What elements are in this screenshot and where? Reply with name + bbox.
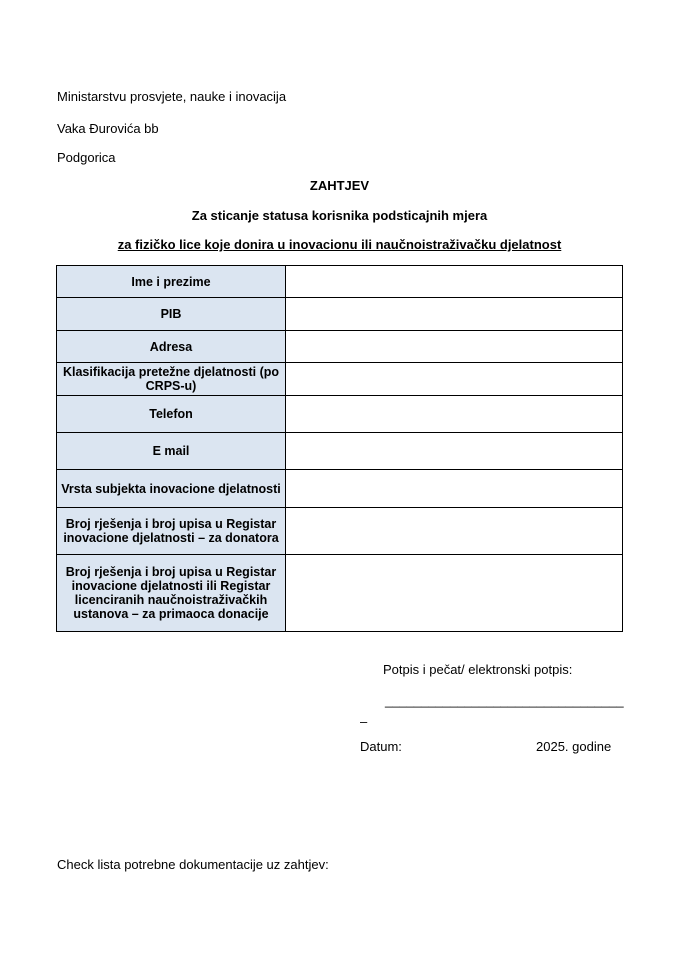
form-label: Klasifikacija pretežne djelatnosti (po CRPS-u) [57, 363, 286, 396]
form-label: PIB [57, 298, 286, 331]
name-field[interactable] [286, 266, 623, 298]
form-label: Adresa [57, 331, 286, 363]
signature-dash: – [360, 714, 368, 729]
document-title: ZAHTJEV [309, 178, 370, 193]
date-year: 2025. godine [536, 739, 612, 754]
recipient-street: Vaka Đurovića bb [57, 121, 159, 136]
form-row-address [57, 331, 623, 363]
recipient-registry-field[interactable] [286, 555, 623, 632]
signature-label: Potpis i pečat/ elektronski potpis: [383, 662, 573, 677]
request-form-table [56, 265, 623, 632]
recipient-city: Podgorica [57, 150, 116, 165]
document-subtitle: Za sticanje statusa korisnika podsticajnih mjera [191, 208, 488, 223]
form-row-phone [57, 396, 623, 433]
recipient-ministry: Ministarstvu prosvjete, nauke i inovacija [57, 89, 287, 104]
classification-field[interactable] [286, 363, 623, 396]
form-label: Broj rješenja i broj upisa u Registar inovacione djelatnosti – za donatora [57, 508, 286, 555]
form-row-recipient-registry [57, 555, 623, 632]
pib-field[interactable] [286, 298, 623, 331]
address-field[interactable] [286, 331, 623, 363]
email-field[interactable] [286, 433, 623, 470]
form-row-name [57, 266, 623, 298]
form-row-donor-registry [57, 508, 623, 555]
form-row-pib [57, 298, 623, 331]
form-label: Ime i prezime [57, 266, 286, 298]
form-row-classification [57, 363, 623, 396]
form-label: Broj rješenja i broj upisa u Registar inovacione djelatnosti ili Registar licenciranih naučnoistraživačkih ustanova – za primaoca donacije [57, 555, 286, 632]
form-label: Vrsta subjekta inovacione djelatnosti [57, 470, 286, 508]
donor-registry-field[interactable] [286, 508, 623, 555]
form-row-subject-type [57, 470, 623, 508]
form-label: Telefon [57, 396, 286, 433]
signature-line: _________________________________ [385, 693, 624, 708]
phone-field[interactable] [286, 396, 623, 433]
form-label: E mail [57, 433, 286, 470]
date-label: Datum: [360, 739, 402, 754]
checklist-title: Check lista potrebne dokumentacije uz zahtjev: [57, 857, 329, 872]
document-subject: za fizičko lice koje donira u inovacionu ili naučnoistraživačku djelatnost [117, 237, 562, 252]
form-row-email [57, 433, 623, 470]
subject-type-field[interactable] [286, 470, 623, 508]
